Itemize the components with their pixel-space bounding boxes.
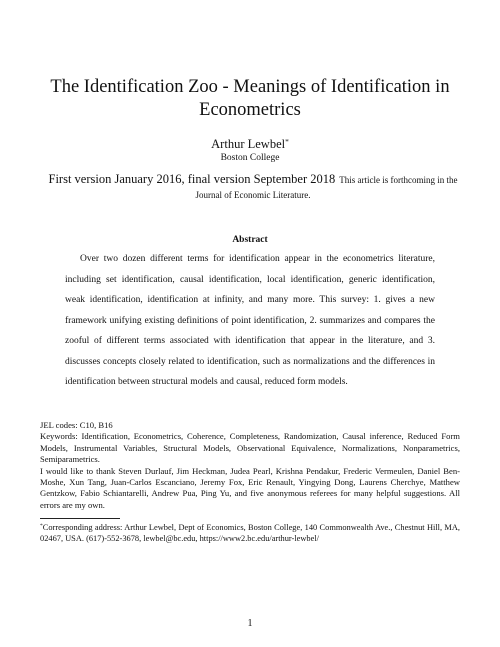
page-number: 1 — [247, 618, 253, 629]
author-line — [0, 137, 500, 151]
footnote — [40, 522, 460, 544]
author-affiliation: Boston College — [220, 153, 280, 163]
publication-note: This article is forthcoming in the Journal of Economic Literature. — [195, 175, 458, 200]
jel-codes: JEL codes: C10, B16 — [40, 420, 113, 430]
author-footnote-mark: * — [285, 137, 289, 146]
abstract-body: Over two dozen different terms for identification appear in the econometrics literature, including set identification, causal identification, local identification, generic identification, weak identification, identification at infinity, and many more. This survey: 1. gives a new framework unifying existing definitions of point identification, 2. summarizes and compares the zooful of different terms associated with identification that appear in the literature, and 3. discusses concepts closely related to identification, such as normalizations and the differences in identification between structural models and causal, reduced form models. — [65, 254, 435, 387]
footnote-rule — [40, 518, 120, 519]
front-matter — [40, 420, 460, 511]
version-dates: First version January 2016, final version September 2018 — [48, 172, 336, 186]
footnote-mark: * — [40, 523, 43, 529]
author-name: Arthur Lewbel — [211, 137, 286, 151]
acknowledgments: I would like to thank Steven Durlauf, Jim Heckman, Judea Pearl, Krishna Pendakur, Frederic Vermeulen, Daniel Ben-Moshe, Xun Tang, Juan-Carlos Escanciano, Jeremy Fox, Eric Renault, Yingying Dong, Laurens Cherchye, Matthew Gentzkow, Fabio Schiantarelli, Andrew Pua, Ping Yu, and five anonymous referees for many helpful suggestions. All errors are my own. — [40, 465, 460, 510]
footnote-text: Corresponding address: Arthur Lewbel, Dept of Economics, Boston College, 140 Commonwealth Ave., Chestnut Hill, MA, 02467, USA. (617)-552-3678, lewbel@bc.edu, https://www2.bc.edu/arthur-lewbel/ — [40, 523, 460, 543]
keywords: Keywords: Identification, Econometrics, Coherence, Completeness, Randomization, Causal inference, Reduced Form Models, Instrumental Variables, Structural Models, Observational Equivalence, Normalizations, Nonparametrics, Semiparametrics. — [40, 431, 460, 465]
paper-title: The Identification Zoo - Meanings of Identification in Econometrics — [50, 77, 450, 120]
version-line — [40, 172, 466, 202]
abstract-heading: Abstract — [232, 235, 268, 245]
